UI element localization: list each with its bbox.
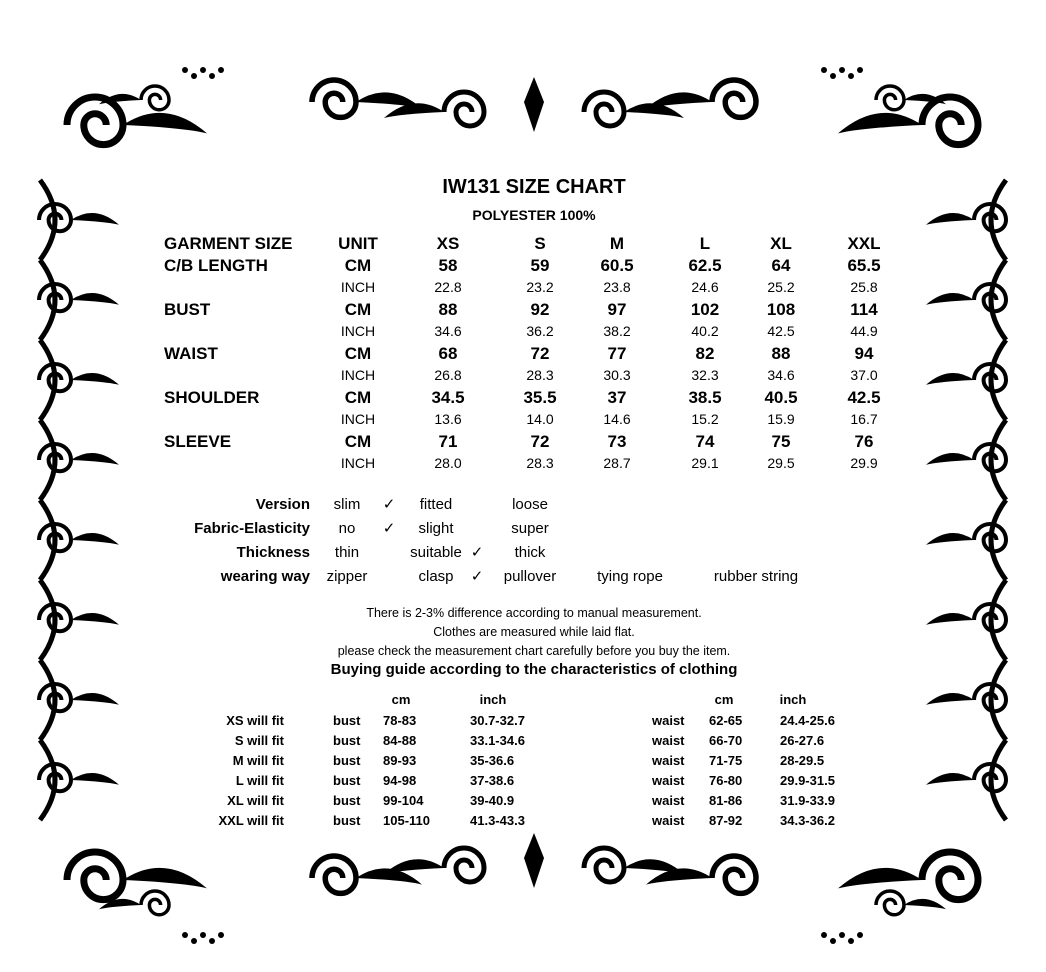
measurement-label: WAIST xyxy=(164,344,218,363)
side-scroll-leaf xyxy=(926,613,974,625)
measurement-label: SLEEVE xyxy=(164,432,232,451)
ornament-dot xyxy=(209,938,215,944)
ornament-dot xyxy=(218,67,224,73)
inch-value: 24.6 xyxy=(691,279,719,295)
edge-scroll xyxy=(712,80,756,117)
waist-inch-range: 24.4-25.6 xyxy=(780,713,835,728)
inch-value: 30.3 xyxy=(603,367,631,383)
side-scroll-leaf xyxy=(71,533,119,545)
side-scroll-leaf xyxy=(71,293,119,305)
side-vine xyxy=(991,740,1006,820)
size-header-xxl: XXL xyxy=(847,234,881,253)
waist-label: waist xyxy=(652,713,685,728)
side-vine xyxy=(991,340,1006,420)
characteristic-label: Thickness xyxy=(236,544,310,561)
cm-value: 74 xyxy=(695,432,715,451)
unit-inch: INCH xyxy=(340,411,376,427)
option-thin: thin xyxy=(334,544,360,561)
waist-cm-range: 62-65 xyxy=(709,713,743,728)
side-scroll-leaf xyxy=(71,453,119,465)
bust-label: bust xyxy=(333,753,361,768)
ornament-dot xyxy=(848,938,854,944)
characteristic-label: Fabric-Elasticity xyxy=(194,520,310,537)
cm-value: 76 xyxy=(854,432,874,451)
edge-scroll-leaf xyxy=(646,868,712,884)
measurement-label: BUST xyxy=(164,300,211,319)
option-tying-rope: tying rope xyxy=(597,568,663,585)
corner-scroll-leaf xyxy=(123,868,207,889)
option-loose: loose xyxy=(512,496,548,513)
bust-label: bust xyxy=(333,813,361,828)
inch-value: 29.9 xyxy=(850,455,878,471)
option-slight: slight xyxy=(418,520,454,537)
ornament-dot xyxy=(200,67,206,73)
inch-value: 23.8 xyxy=(603,279,631,295)
inch-value: 26.8 xyxy=(434,367,462,383)
bust-cm-range: 84-88 xyxy=(383,733,417,748)
unit-cm: CM xyxy=(344,256,372,275)
size-header-m: M xyxy=(609,234,625,253)
ornament-dot xyxy=(830,938,836,944)
waist-cm-range: 76-80 xyxy=(709,773,743,788)
ornament-dot xyxy=(857,932,863,938)
unit-cm: CM xyxy=(344,388,372,407)
cm-value: 108 xyxy=(766,300,796,319)
cm-value: 75 xyxy=(771,432,791,451)
ornament-dot xyxy=(848,73,854,79)
check-mark-icon: ✓ xyxy=(470,544,484,561)
waist-inch-range: 28-29.5 xyxy=(780,753,825,768)
bust-inch-range: 35-36.6 xyxy=(470,753,515,768)
waist-cm-range: 71-75 xyxy=(709,753,743,768)
inch-value: 13.6 xyxy=(434,411,462,427)
unit-cm: CM xyxy=(344,300,372,319)
waist-label: waist xyxy=(652,753,685,768)
bust-cm-range: 99-104 xyxy=(383,793,424,808)
ornament-dot xyxy=(821,932,827,938)
ornament-dot xyxy=(839,932,845,938)
option-suitable: suitable xyxy=(410,544,462,561)
ornament-dot xyxy=(182,67,188,73)
cm-value: 73 xyxy=(607,432,627,451)
top-scroll xyxy=(584,848,624,882)
edge-scroll xyxy=(712,856,756,893)
center-crest xyxy=(524,77,544,132)
corner-scroll-small xyxy=(141,86,169,110)
waist-inch-range: 31.9-33.9 xyxy=(780,793,835,808)
top-scroll xyxy=(584,92,624,126)
characteristic-label: wearing way xyxy=(220,568,310,585)
size-fit-label: M will fit xyxy=(232,753,284,768)
side-scroll-leaf xyxy=(71,373,119,385)
option-no: no xyxy=(338,520,356,537)
cm-value: 62.5 xyxy=(688,256,722,275)
ornament-dot xyxy=(857,67,863,73)
inch-value: 36.2 xyxy=(526,323,554,339)
inch-value: 15.2 xyxy=(691,411,719,427)
waist-label: waist xyxy=(652,733,685,748)
size-header-s: S xyxy=(534,234,546,253)
cm-value: 34.5 xyxy=(431,388,465,407)
size-fit-label: S will fit xyxy=(234,733,284,748)
top-scroll xyxy=(444,848,484,882)
buying-guide-title: Buying guide according to the characteristics of clothing xyxy=(330,661,738,678)
inch-value: 44.9 xyxy=(850,323,878,339)
bust-cm-range: 89-93 xyxy=(383,753,417,768)
side-scroll-leaf xyxy=(926,693,974,705)
bust-label: bust xyxy=(333,773,361,788)
unit-inch: INCH xyxy=(340,455,376,471)
cm-value: 71 xyxy=(438,432,458,451)
corner-scroll-small-leaf xyxy=(904,899,946,909)
inch-value: 28.7 xyxy=(603,455,631,471)
edge-scroll-leaf xyxy=(356,92,422,108)
cm-value: 88 xyxy=(438,300,458,319)
cm-value: 35.5 xyxy=(523,388,557,407)
side-scroll-leaf xyxy=(926,533,974,545)
top-scroll xyxy=(444,92,484,126)
ornament-dot xyxy=(182,932,188,938)
check-mark-icon: ✓ xyxy=(470,568,484,585)
side-vine xyxy=(991,660,1006,740)
bust-cm-range: 78-83 xyxy=(383,713,417,728)
bust-inch-range: 30.7-32.7 xyxy=(470,713,525,728)
garment-size-header: GARMENT SIZE xyxy=(164,234,293,253)
inch-value: 34.6 xyxy=(767,367,795,383)
size-fit-label: L will fit xyxy=(235,773,284,788)
edge-scroll xyxy=(312,80,356,117)
cm-value: 114 xyxy=(850,300,878,319)
unit-cm: CM xyxy=(344,344,372,363)
waist-cm-range: 66-70 xyxy=(709,733,743,748)
unit-header: UNIT xyxy=(338,234,378,253)
side-vine xyxy=(991,260,1006,340)
size-fit-label: XXL will fit xyxy=(218,813,284,828)
corner-scroll-leaf xyxy=(838,868,922,889)
ornament-dot xyxy=(830,73,836,79)
size-header-l: L xyxy=(699,234,711,253)
cm-value: 92 xyxy=(530,300,550,319)
side-scroll-leaf xyxy=(71,613,119,625)
cm-value: 82 xyxy=(695,344,715,363)
option-fitted: fitted xyxy=(419,496,453,513)
size-header-xl: XL xyxy=(770,234,792,253)
waist-inch-range: 29.9-31.5 xyxy=(780,773,835,788)
waist-cm-range: 87-92 xyxy=(709,813,743,828)
inch-value: 40.2 xyxy=(691,323,719,339)
unit-cm: CM xyxy=(344,432,372,451)
cm-value: 40.5 xyxy=(764,388,798,407)
center-crest xyxy=(524,833,544,888)
inch-value: 25.2 xyxy=(767,279,795,295)
bust-label: bust xyxy=(333,713,361,728)
corner-scroll-leaf xyxy=(838,113,922,134)
bust-label: bust xyxy=(333,793,361,808)
side-vine xyxy=(991,420,1006,500)
inch-value: 14.6 xyxy=(603,411,631,427)
inch-value: 25.8 xyxy=(850,279,878,295)
bust-label: bust xyxy=(333,733,361,748)
unit-inch: INCH xyxy=(340,323,376,339)
inch-value: 23.2 xyxy=(526,279,554,295)
option-super: super xyxy=(511,520,549,537)
cm-value: 97 xyxy=(607,300,627,319)
page-title: IW131 SIZE CHART xyxy=(442,176,626,198)
ornament-dot xyxy=(200,932,206,938)
waist-cm-header: cm xyxy=(714,692,734,707)
unit-inch: INCH xyxy=(340,279,376,295)
cm-value: 102 xyxy=(690,300,720,319)
side-scroll-leaf xyxy=(926,373,974,385)
cm-value: 60.5 xyxy=(600,256,634,275)
corner-scroll-small xyxy=(141,891,169,915)
corner-scroll xyxy=(67,97,123,145)
cm-value: 94 xyxy=(854,344,874,363)
check-mark-icon: ✓ xyxy=(382,520,396,537)
side-vine xyxy=(991,180,1006,260)
waist-cm-range: 81-86 xyxy=(709,793,743,808)
bust-cm-range: 94-98 xyxy=(383,773,417,788)
inch-value: 42.5 xyxy=(767,323,795,339)
inch-value: 28.0 xyxy=(434,455,462,471)
option-slim: slim xyxy=(333,496,361,513)
measurement-label: SHOULDER xyxy=(164,388,260,407)
bust-inch-header: inch xyxy=(479,692,507,707)
waist-inch-header: inch xyxy=(779,692,807,707)
option-zipper: zipper xyxy=(326,568,368,585)
option-clasp: clasp xyxy=(418,568,454,585)
cm-value: 42.5 xyxy=(847,388,881,407)
cm-value: 68 xyxy=(438,344,458,363)
side-scroll-leaf xyxy=(926,293,974,305)
inch-value: 29.5 xyxy=(767,455,795,471)
cm-value: 65.5 xyxy=(847,256,881,275)
waist-inch-range: 34.3-36.2 xyxy=(780,813,835,828)
side-scroll-leaf xyxy=(71,213,119,225)
ornament-dot xyxy=(821,67,827,73)
size-fit-label: XL will fit xyxy=(227,793,284,808)
edge-scroll xyxy=(312,856,356,893)
size-header-xs: XS xyxy=(436,234,460,253)
ornament-dot xyxy=(218,932,224,938)
inch-value: 15.9 xyxy=(767,411,795,427)
size-fit-label: XS will fit xyxy=(226,713,284,728)
bust-inch-range: 41.3-43.3 xyxy=(470,813,525,828)
inch-value: 14.0 xyxy=(526,411,554,427)
waist-inch-range: 26-27.6 xyxy=(780,733,825,748)
inch-value: 28.3 xyxy=(526,455,554,471)
waist-label: waist xyxy=(652,793,685,808)
characteristic-label: Version xyxy=(255,496,310,513)
unit-inch: INCH xyxy=(340,367,376,383)
inch-value: 28.3 xyxy=(526,367,554,383)
corner-scroll-leaf xyxy=(123,113,207,134)
page-subtitle: POLYESTER 100% xyxy=(472,207,596,223)
corner-scroll xyxy=(922,852,978,900)
waist-label: waist xyxy=(652,773,685,788)
corner-scroll xyxy=(67,852,123,900)
side-scroll-leaf xyxy=(71,693,119,705)
cm-value: 38.5 xyxy=(688,388,722,407)
side-scroll-leaf xyxy=(926,213,974,225)
option-rubber-string: rubber string xyxy=(713,568,799,585)
inch-value: 38.2 xyxy=(603,323,631,339)
cm-value: 77 xyxy=(607,344,627,363)
bust-cm-header: cm xyxy=(391,692,411,707)
cm-value: 37 xyxy=(607,388,627,407)
measurement-label: C/B LENGTH xyxy=(164,256,268,275)
waist-label: waist xyxy=(652,813,685,828)
corner-scroll-small xyxy=(876,86,904,110)
corner-scroll xyxy=(922,97,978,145)
ornament-dot xyxy=(209,73,215,79)
cm-value: 58 xyxy=(438,256,458,275)
corner-scroll-small xyxy=(876,891,904,915)
ornament-dot xyxy=(839,67,845,73)
inch-value: 29.1 xyxy=(691,455,719,471)
inch-value: 32.3 xyxy=(691,367,719,383)
side-scroll-leaf xyxy=(71,773,119,785)
side-scroll-leaf xyxy=(926,453,974,465)
bust-inch-range: 33.1-34.6 xyxy=(470,733,525,748)
cm-value: 72 xyxy=(530,344,550,363)
inch-value: 22.8 xyxy=(434,279,462,295)
edge-scroll-leaf xyxy=(646,92,712,108)
cm-value: 64 xyxy=(771,256,791,275)
cm-value: 59 xyxy=(530,256,550,275)
option-thick: thick xyxy=(514,544,546,561)
inch-value: 37.0 xyxy=(850,367,878,383)
inch-value: 34.6 xyxy=(434,323,462,339)
inch-value: 16.7 xyxy=(850,411,878,427)
cm-value: 72 xyxy=(530,432,550,451)
edge-scroll-leaf xyxy=(356,868,422,884)
check-mark-icon: ✓ xyxy=(382,496,396,513)
bust-inch-range: 39-40.9 xyxy=(470,793,515,808)
side-vine xyxy=(991,580,1006,660)
bust-cm-range: 105-110 xyxy=(383,813,430,828)
ornament-dot xyxy=(191,73,197,79)
bust-inch-range: 37-38.6 xyxy=(470,773,515,788)
ornament-dot xyxy=(191,938,197,944)
measurement-note: There is 2-3% difference according to manual measurement. xyxy=(366,606,702,620)
side-vine xyxy=(991,500,1006,580)
option-pullover: pullover xyxy=(503,568,557,585)
cm-value: 88 xyxy=(771,344,791,363)
side-scroll-leaf xyxy=(926,773,974,785)
measurement-note: Clothes are measured while laid flat. xyxy=(433,625,635,639)
measurement-note: please check the measurement chart carefully before you buy the item. xyxy=(337,644,731,658)
